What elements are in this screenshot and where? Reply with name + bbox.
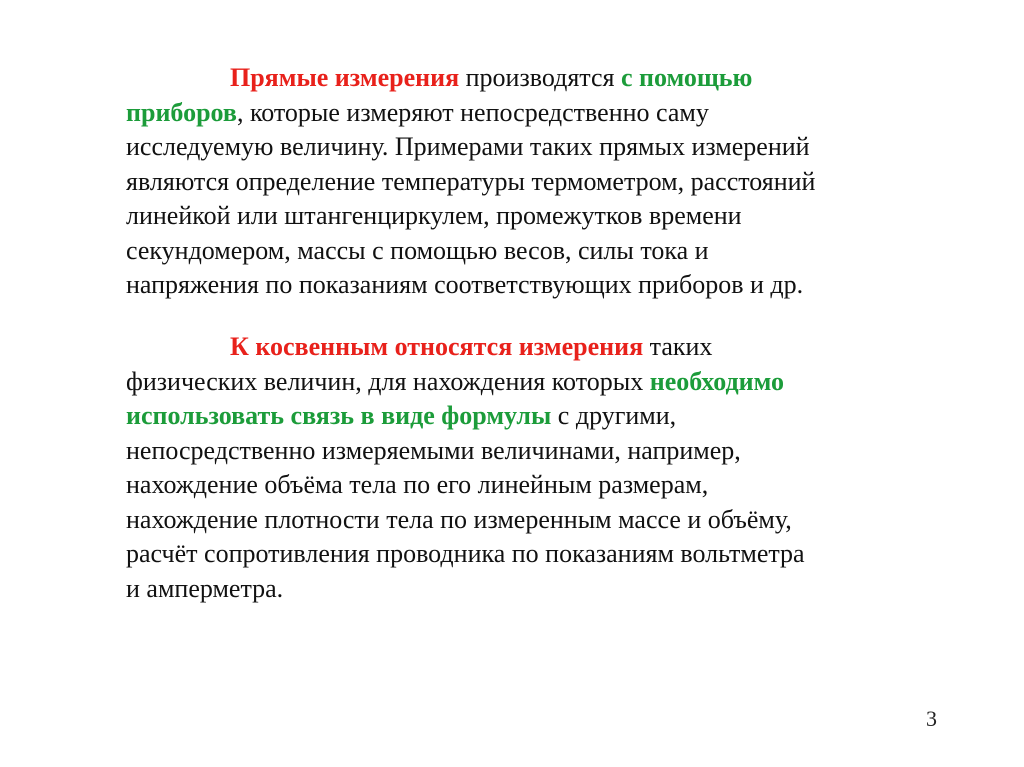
text-line: расчёт сопротивления проводника по показаниям вольтметра xyxy=(126,539,805,568)
text-line: являются определение температуры термометром, расстояний xyxy=(126,166,816,196)
text-line: нахождение объёма тела по его линейным размерам, xyxy=(126,470,709,499)
text-line: нахождение плотности тела по измеренным массе и объёму, xyxy=(126,504,792,534)
highlight-formula-relation: использовать связь в виде формулы xyxy=(126,401,552,430)
paragraph-direct-measurements xyxy=(126,61,916,303)
text-line xyxy=(126,61,916,96)
text-fragment: производятся xyxy=(459,63,621,92)
text-line xyxy=(126,365,916,400)
text-line: исследуемую величину. Примерами таких прямых измерений xyxy=(126,132,810,161)
text-line: линейкой или штангенциркулем, промежутков времени xyxy=(126,201,742,230)
text-line: и амперметра. xyxy=(126,573,284,603)
highlight-direct-measurements: Прямые измерения xyxy=(230,63,460,92)
text-line: напряжения по показаниям соответствующих приборов и др. xyxy=(126,270,804,299)
text-fragment: таких xyxy=(643,332,713,361)
text-fragment: , которые измеряют непосредственно саму xyxy=(236,97,709,127)
highlight-necessary: необходимо xyxy=(649,366,785,396)
text-line: непосредственно измеряемыми величинами, например, xyxy=(126,435,741,465)
highlight-indirect-measurements: К косвенным относятся измерения xyxy=(230,332,644,361)
text-line xyxy=(126,330,916,365)
text-line: секундомером, массы с помощью весов, силы тока и xyxy=(126,235,709,265)
text-fragment: физических величин, для нахождения которых xyxy=(126,366,650,396)
highlight-instruments: приборов xyxy=(126,97,237,127)
text-line xyxy=(126,96,916,131)
paragraph-indirect-measurements xyxy=(126,330,916,606)
page-number: 3 xyxy=(926,706,937,731)
highlight-with-help: с помощью xyxy=(620,63,753,92)
text-line xyxy=(126,399,916,434)
text-fragment: с другими, xyxy=(551,401,677,430)
